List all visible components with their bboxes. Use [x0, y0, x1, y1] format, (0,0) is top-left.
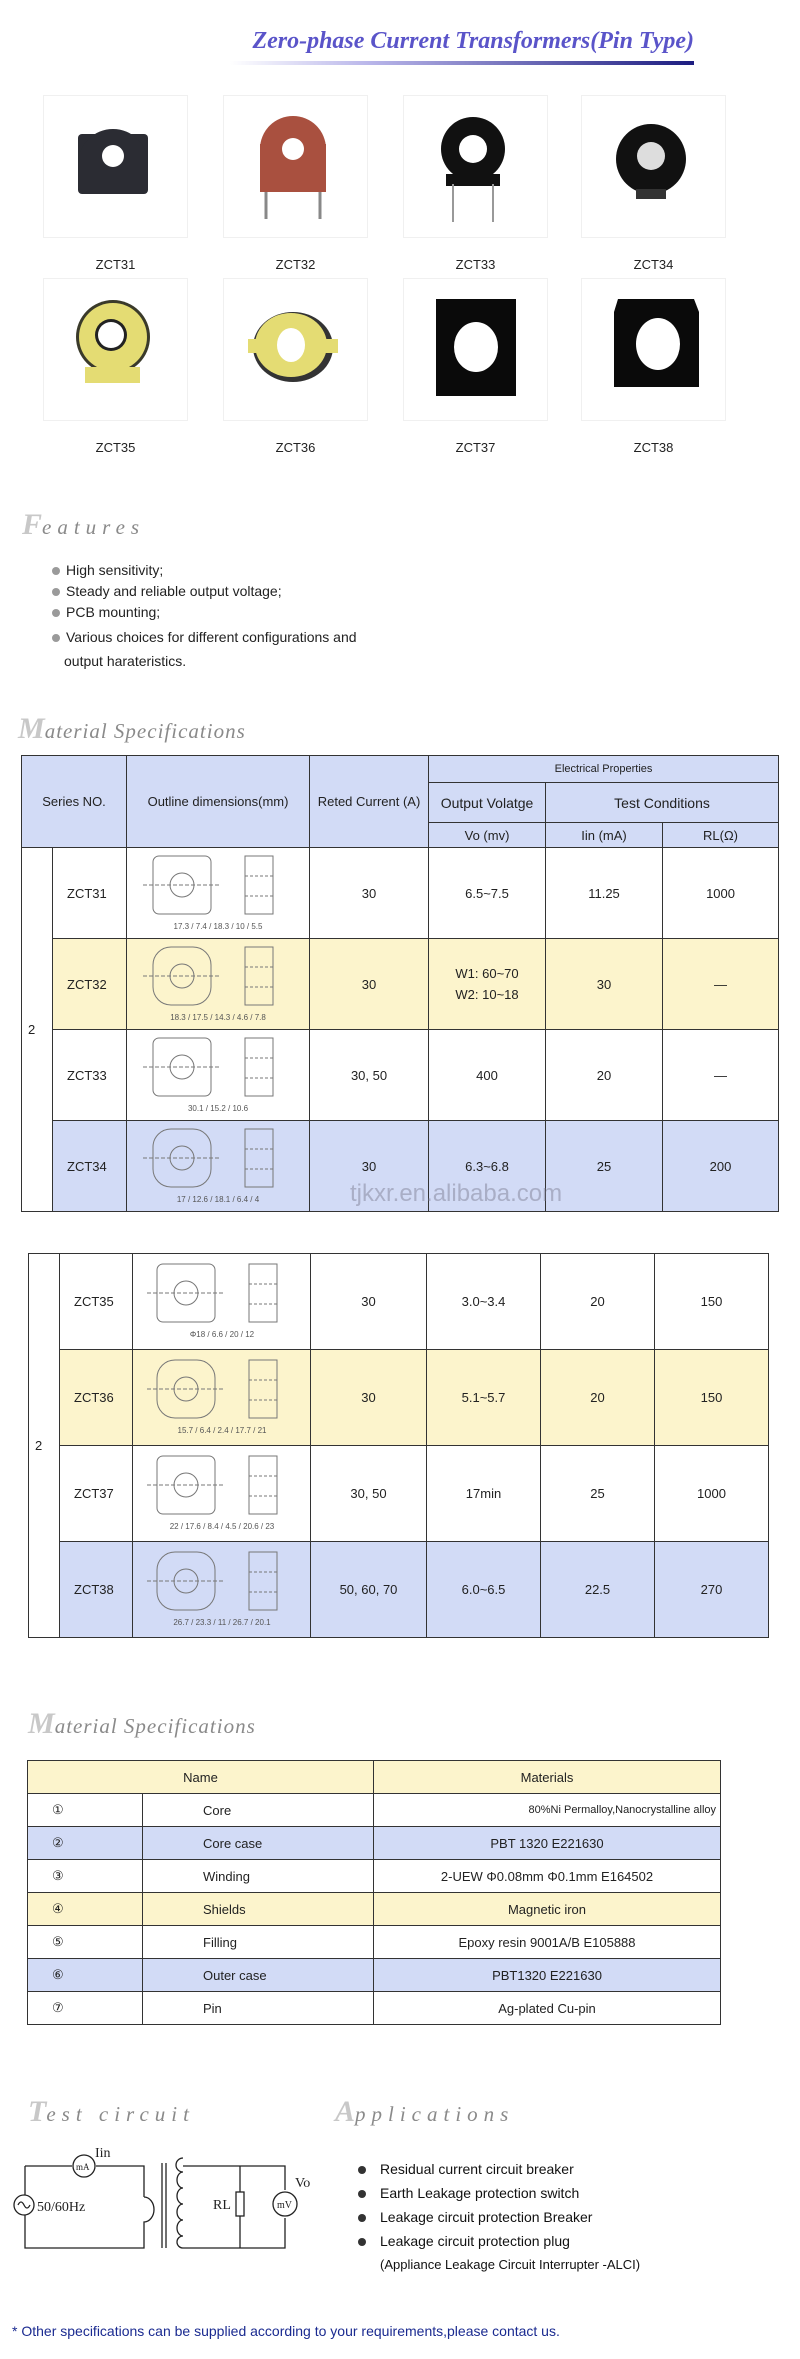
bullet-icon — [52, 634, 60, 642]
feature-item-continued: output harateristics. — [64, 653, 187, 669]
item-name: Core case — [143, 1827, 374, 1860]
vo-cell: 3.0~3.4 — [427, 1254, 541, 1350]
mv-label: mV — [277, 2200, 292, 2211]
outline-cell — [133, 1446, 311, 1542]
vo-line: W1: 60~70 — [455, 966, 519, 981]
application-item: Leakage circuit protection plug — [380, 2233, 570, 2249]
header-output-voltage: Output Volatge — [429, 783, 546, 823]
product-photo — [223, 95, 368, 238]
outline-cell — [127, 939, 310, 1030]
black-plate-chamfer-photo-icon — [596, 287, 711, 412]
rl-label: RL — [213, 2198, 231, 2213]
vo-cell: 400 — [429, 1030, 546, 1121]
table-row — [29, 1542, 769, 1638]
iin-cell: 20 — [541, 1254, 655, 1350]
header-series: Series NO. — [22, 756, 127, 848]
dimension-labels: 17 / 12.6 / 18.1 / 6.4 / 4 — [176, 1194, 260, 1204]
rl-cell: 150 — [655, 1350, 769, 1446]
product-photo — [43, 95, 188, 238]
series-cell: ZCT31 — [53, 848, 127, 939]
rl-cell: — — [663, 939, 779, 1030]
series-cell: ZCT36 — [60, 1350, 133, 1446]
feature-text: PCB mounting; — [66, 604, 161, 620]
table-row — [29, 1350, 769, 1446]
item-material: Epoxy resin 9001A/B E105888 — [374, 1926, 721, 1959]
series-cell: ZCT38 — [60, 1542, 133, 1638]
current-cell: 30 — [311, 1350, 427, 1446]
current-cell: 30 — [310, 848, 429, 939]
rl-cell: 200 — [663, 1121, 779, 1212]
item-material: Magnetic iron — [374, 1893, 721, 1926]
item-number: ② — [28, 1827, 143, 1860]
header-current: Reted Current (A) — [310, 756, 429, 848]
table-row — [29, 1446, 769, 1542]
bullet-icon — [358, 2238, 366, 2246]
red-square-core-photo-icon — [238, 104, 353, 229]
table-row — [29, 1254, 769, 1350]
feature-item — [52, 629, 357, 645]
header-name: Name — [28, 1761, 374, 1794]
table-row — [28, 1992, 721, 2025]
dimension-labels: Φ18 / 6.6 / 20 / 12 — [189, 1330, 254, 1339]
series-cell: ZCT37 — [60, 1446, 133, 1542]
test-circuit-heading — [28, 2095, 195, 2129]
table-row — [28, 1926, 721, 1959]
iin-cell: 20 — [546, 1030, 663, 1121]
feature-item — [52, 562, 163, 578]
application-item: Leakage circuit protection Breaker — [380, 2209, 593, 2225]
materials-heading — [28, 1707, 256, 1741]
heading-initial: M — [28, 1707, 55, 1740]
application-item: Earth Leakage protection switch — [380, 2185, 580, 2201]
bullet-icon — [52, 609, 60, 617]
current-cell: 30, 50 — [311, 1446, 427, 1542]
heading-initial: M — [18, 712, 45, 745]
rl-cell: — — [663, 1030, 779, 1121]
item-name: Pin — [143, 1992, 374, 2025]
outline-drawing — [137, 1546, 307, 1630]
current-cell: 50, 60, 70 — [311, 1542, 427, 1638]
outline-cell — [127, 848, 310, 939]
product-label: ZCT33 — [455, 257, 496, 272]
black-plate-photo-icon — [418, 287, 533, 412]
specs-table-2 — [28, 1253, 769, 1638]
item-number: ④ — [28, 1893, 143, 1926]
item-number: ③ — [28, 1860, 143, 1893]
outline-drawing — [137, 1450, 307, 1534]
current-cell: 30 — [311, 1254, 427, 1350]
vo-cell: 6.0~6.5 — [427, 1542, 541, 1638]
header-vo: Vo (mv) — [429, 823, 546, 848]
product-label: ZCT38 — [633, 440, 674, 455]
vo-cell: 5.1~5.7 — [427, 1350, 541, 1446]
dimension-labels: 17.3 / 7.4 / 18.3 / 10 / 5.5 — [173, 921, 263, 931]
watermark: tjkxr.en.alibaba.com — [350, 1180, 563, 1207]
outline-cell — [127, 1030, 310, 1121]
materials-table — [27, 1760, 721, 2025]
product-label: ZCT36 — [275, 440, 316, 455]
table-row — [22, 848, 779, 939]
heading-text: aterial Specifications — [54, 1714, 256, 1738]
product-photo — [223, 278, 368, 421]
black-square-core-photo-icon — [58, 104, 173, 229]
feature-text: Various choices for different configurations and — [66, 629, 357, 645]
vo-cell: 17min — [427, 1446, 541, 1542]
current-cell: 30, 50 — [310, 1030, 429, 1121]
vo-label: Vo — [295, 2176, 311, 2191]
frequency-label: 50/60Hz — [37, 2200, 86, 2215]
iin-cell: 22.5 — [541, 1542, 655, 1638]
header-outline: Outline dimensions(mm) — [127, 756, 310, 848]
bullet-icon — [358, 2214, 366, 2222]
item-name: Filling — [143, 1926, 374, 1959]
item-name: Core — [143, 1794, 374, 1827]
heading-initial: F — [22, 508, 43, 541]
outline-drawing — [133, 1123, 303, 1207]
item-number: ⑥ — [28, 1959, 143, 1992]
header-test-conditions: Test Conditions — [546, 783, 779, 823]
series-cell: ZCT35 — [60, 1254, 133, 1350]
outline-drawing — [133, 1032, 303, 1116]
bullet-icon — [358, 2190, 366, 2198]
applications-heading — [335, 2095, 514, 2129]
vo-cell — [429, 939, 546, 1030]
heading-text: eatures — [42, 515, 146, 539]
application-item: Residual current circuit breaker — [380, 2161, 574, 2177]
application-note: (Appliance Leakage Circuit Interrupter -ALCI) — [380, 2257, 641, 2272]
heading-text: aterial Specifications — [44, 719, 246, 743]
series-cell: ZCT34 — [53, 1121, 127, 1212]
item-number: ① — [28, 1794, 143, 1827]
item-material: PBT1320 E221630 — [374, 1959, 721, 1992]
dimension-labels: 18.3 / 17.5 / 14.3 / 4.6 / 7.8 — [170, 1012, 266, 1022]
product-label: ZCT37 — [455, 440, 496, 455]
feature-text: Steady and reliable output voltage; — [66, 583, 282, 599]
product-photo — [403, 278, 548, 421]
dimension-labels: 22 / 17.6 / 8.4 / 4.5 / 20.6 / 23 — [169, 1522, 274, 1531]
item-number: ⑤ — [28, 1926, 143, 1959]
vo-cell: 6.3~6.8 — [429, 1121, 546, 1212]
header-electrical: Electrical Properties — [429, 756, 779, 783]
outline-drawing — [137, 1258, 307, 1342]
rl-cell: 150 — [655, 1254, 769, 1350]
iin-cell: 25 — [541, 1446, 655, 1542]
yellow-ring-base-photo-icon — [58, 287, 173, 412]
series-cell: ZCT33 — [53, 1030, 127, 1121]
series-cell: ZCT32 — [53, 939, 127, 1030]
product-photo — [43, 278, 188, 421]
product-photo — [581, 278, 726, 421]
title-underline — [230, 61, 694, 65]
heading-initial: T — [28, 2095, 47, 2128]
product-photo — [581, 95, 726, 238]
yellow-ring-ears-photo-icon — [238, 287, 353, 412]
heading-initial: A — [335, 2095, 356, 2128]
iin-label: Iin — [95, 2146, 111, 2161]
feature-text: High sensitivity; — [66, 562, 164, 578]
iin-cell: 20 — [541, 1350, 655, 1446]
table-row — [28, 1893, 721, 1926]
resistor-icon — [236, 2192, 244, 2216]
footer-note: * Other specifications can be supplied according to your requirements,please contact us. — [12, 2323, 560, 2339]
product-label: ZCT34 — [633, 257, 674, 272]
header-materials: Materials — [374, 1761, 721, 1794]
item-material: Ag-plated Cu-pin — [374, 1992, 721, 2025]
item-name: Winding — [143, 1860, 374, 1893]
dimension-labels: 15.7 / 6.4 / 2.4 / 17.7 / 21 — [177, 1426, 266, 1435]
iin-cell: 25 — [546, 1121, 663, 1212]
item-material: 2-UEW Φ0.08mm Φ0.1mm E164502 — [374, 1860, 721, 1893]
table-row — [28, 1794, 721, 1827]
item-number: ⑦ — [28, 1992, 143, 2025]
product-photo — [403, 95, 548, 238]
item-material: PBT 1320 E221630 — [374, 1827, 721, 1860]
table-row — [22, 1030, 779, 1121]
table-row — [28, 1959, 721, 1992]
current-cell: 30 — [310, 1121, 429, 1212]
specs-table-1 — [21, 755, 779, 1212]
outline-cell — [127, 1121, 310, 1212]
product-label: ZCT32 — [275, 257, 316, 272]
rl-cell: 270 — [655, 1542, 769, 1638]
feature-item — [52, 604, 160, 620]
feature-item — [52, 583, 282, 599]
ma-label: mA — [76, 2162, 90, 2172]
vo-cell: 6.5~7.5 — [429, 848, 546, 939]
dimension-labels: 26.7 / 23.3 / 11 / 26.7 / 20.1 — [172, 1618, 271, 1627]
test-circuit-diagram — [10, 2145, 320, 2255]
heading-text: pplications — [355, 2102, 515, 2126]
iin-cell: 30 — [546, 939, 663, 1030]
iin-cell: 11.25 — [546, 848, 663, 939]
outline-drawing — [137, 1354, 307, 1438]
bullet-icon — [52, 588, 60, 596]
current-cell: 30 — [310, 939, 429, 1030]
table-row — [28, 1827, 721, 1860]
outline-drawing — [133, 941, 303, 1025]
black-ring-pins-photo-icon — [418, 104, 533, 229]
item-material: 80%Ni Permalloy,Nanocrystalline alloy — [374, 1794, 721, 1827]
rl-cell: 1000 — [655, 1446, 769, 1542]
item-name: Outer case — [143, 1959, 374, 1992]
group-label: 2 — [29, 1254, 60, 1638]
outline-cell — [133, 1350, 311, 1446]
bullet-icon — [52, 567, 60, 575]
bullet-icon — [358, 2166, 366, 2174]
features-heading — [22, 508, 145, 542]
rl-cell: 1000 — [663, 848, 779, 939]
header-iin: Iin (mA) — [546, 823, 663, 848]
heading-text: est circuit — [46, 2102, 195, 2126]
vo-line: W2: 10~18 — [455, 987, 519, 1002]
specs-heading — [18, 712, 246, 746]
page-title: Zero-phase Current Transformers(Pin Type) — [252, 28, 694, 54]
black-ring-white-photo-icon — [596, 104, 711, 229]
outline-cell — [133, 1542, 311, 1638]
group-label: 2 — [22, 848, 53, 1212]
table-row — [22, 939, 779, 1030]
product-label: ZCT31 — [95, 257, 136, 272]
outline-cell — [133, 1254, 311, 1350]
item-name: Shields — [143, 1893, 374, 1926]
header-rl: RL(Ω) — [663, 823, 779, 848]
dimension-labels: 30.1 / 15.2 / 10.6 — [187, 1103, 249, 1113]
table-row — [28, 1860, 721, 1893]
outline-drawing — [133, 850, 303, 934]
product-label: ZCT35 — [95, 440, 136, 455]
